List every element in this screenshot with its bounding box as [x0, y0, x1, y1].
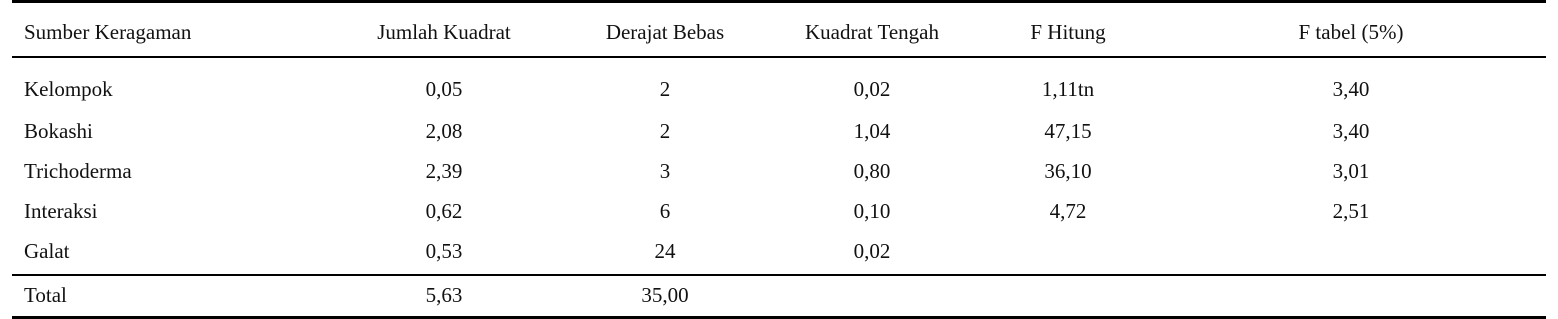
cell-total-f-tabel [1156, 275, 1546, 318]
cell-source: Trichoderma [24, 159, 132, 183]
table-row [12, 152, 1546, 192]
cell-total-jumlah-kuadrat: 5,63 [322, 275, 566, 318]
cell-f-tabel: 3,01 [1332, 159, 1370, 183]
cell-kuadrat-tengah: 0,80 [853, 159, 891, 183]
cell-f-tabel: 2,51 [1332, 199, 1370, 223]
cell-total-f-hitung [980, 275, 1156, 318]
cell-total-derajat-bebas: 35,00 [566, 275, 764, 318]
cell-jumlah-kuadrat: 2,39 [425, 159, 463, 183]
cell-total-label: Total [12, 275, 322, 318]
cell-jumlah-kuadrat: 2,08 [425, 119, 463, 143]
header-derajat-bebas: Derajat Bebas [566, 2, 764, 57]
table-row [12, 192, 1546, 232]
cell-jumlah-kuadrat: 0,05 [425, 77, 463, 101]
cell-derajat-bebas: 6 [659, 199, 671, 223]
cell-derajat-bebas: 2 [659, 77, 671, 101]
cell-kuadrat-tengah: 0,10 [853, 199, 891, 223]
cell-f-tabel: 3,40 [1332, 119, 1370, 143]
header-f-tabel: F tabel (5%) [1156, 2, 1546, 57]
table-row [12, 112, 1546, 152]
table-header-row [12, 2, 1546, 57]
anova-table [12, 0, 1546, 319]
table-row [12, 232, 1546, 275]
cell-jumlah-kuadrat: 0,53 [425, 239, 463, 263]
cell-f-hitung: 36,10 [1044, 159, 1092, 183]
cell-f-hitung: 4,72 [1049, 199, 1087, 223]
header-sumber-keragaman: Sumber Keragaman [12, 2, 322, 57]
cell-f-hitung: 47,15 [1044, 119, 1092, 143]
cell-derajat-bebas: 3 [659, 159, 671, 183]
table-row [12, 57, 1546, 112]
cell-f-tabel [1156, 232, 1546, 275]
cell-derajat-bebas: 24 [654, 239, 676, 263]
cell-source: Interaksi [24, 199, 98, 223]
header-f-hitung: F Hitung [980, 2, 1156, 57]
cell-jumlah-kuadrat: 0,62 [425, 199, 463, 223]
cell-f-hitung [980, 232, 1156, 275]
cell-kuadrat-tengah: 0,02 [853, 77, 891, 101]
cell-f-tabel: 3,40 [1332, 77, 1370, 101]
cell-derajat-bebas: 2 [659, 119, 671, 143]
anova-table-container [12, 0, 1546, 319]
cell-source: Galat [24, 239, 70, 263]
cell-kuadrat-tengah: 0,02 [853, 239, 891, 263]
cell-total-kuadrat-tengah [764, 275, 980, 318]
header-jumlah-kuadrat: Jumlah Kuadrat [322, 2, 566, 57]
cell-source: Bokashi [24, 119, 93, 143]
cell-source: Kelompok [24, 77, 113, 101]
cell-kuadrat-tengah: 1,04 [853, 119, 891, 143]
cell-f-hitung: 1,11tn [1041, 77, 1095, 101]
header-kuadrat-tengah: Kuadrat Tengah [764, 2, 980, 57]
table-total-row [12, 275, 1546, 318]
